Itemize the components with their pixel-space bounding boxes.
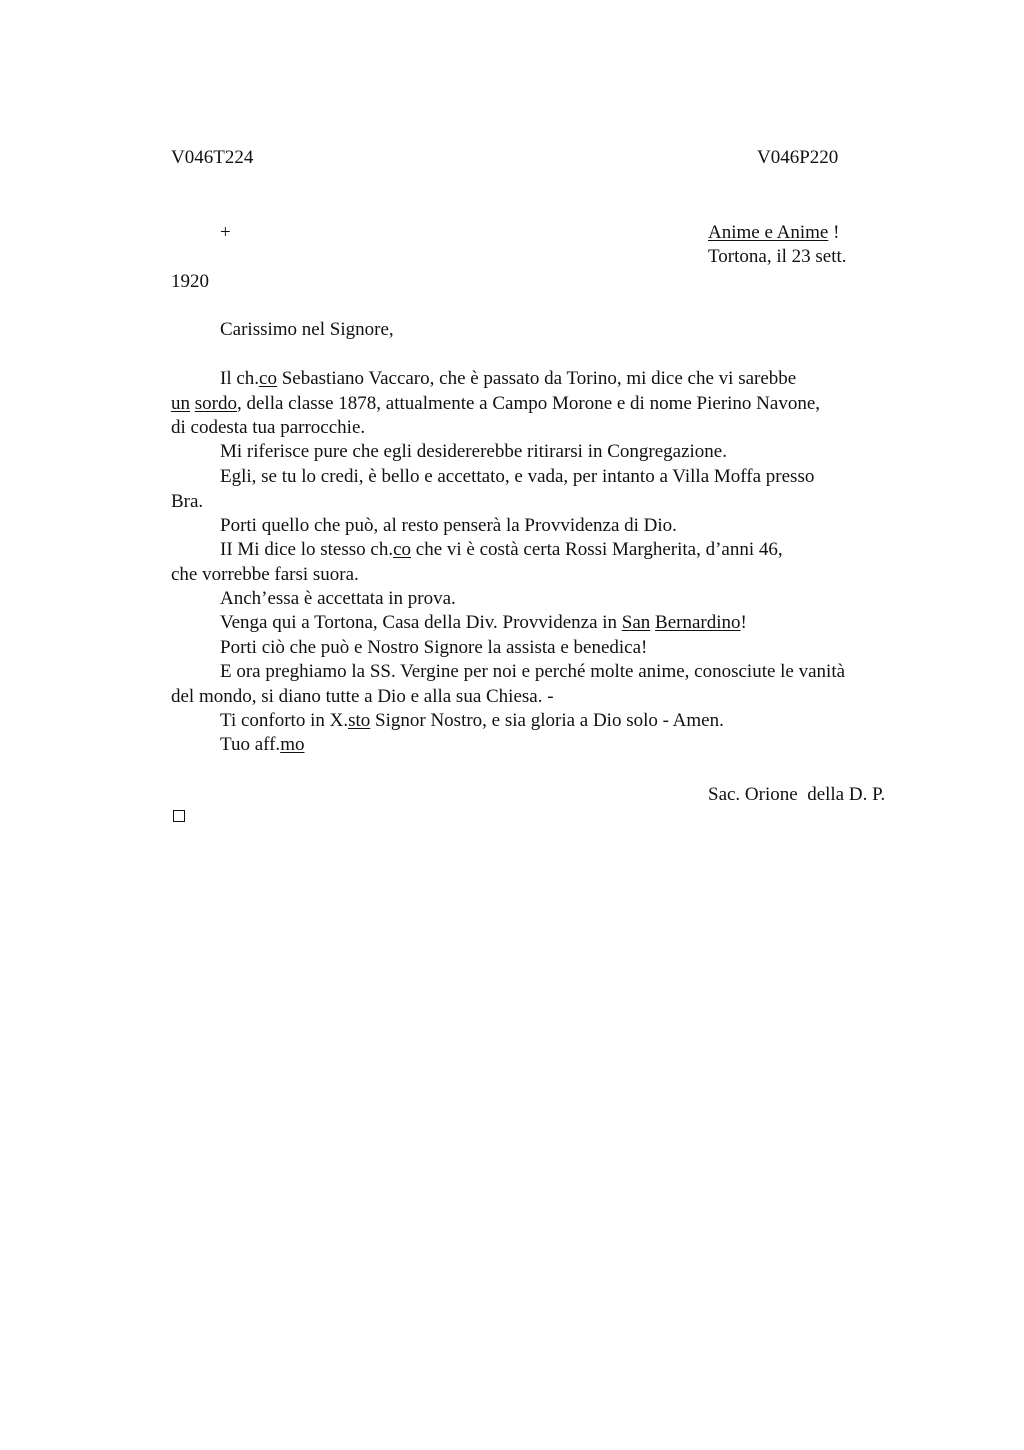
- empty-box-icon: [173, 810, 185, 822]
- text-run: Tuo aff.: [220, 734, 281, 755]
- body-line: che vorrebbe farsi suora.: [171, 564, 359, 585]
- underlined-word: Bernardino: [655, 612, 741, 633]
- text-run: II Mi dice lo stesso ch.: [220, 539, 394, 560]
- place-date: Tortona, il 23 sett.: [708, 246, 847, 267]
- body-line: Mi riferisce pure che egli desidererebbe ritirarsi in Congregazione.: [220, 441, 727, 462]
- text-run: , della classe 1878, attualmente a Campo Morone e di nome Pierino Navone,: [236, 393, 821, 414]
- body-line: [220, 538, 783, 562]
- body-line: E ora preghiamo la SS. Vergine per noi e perché molte anime, conosciute le vanità: [220, 661, 846, 682]
- text-run: che vi è costà certa Rossi Margherita, d’anni 46,: [411, 539, 783, 560]
- underlined-abbrev: co: [259, 368, 277, 389]
- motto: [708, 221, 839, 245]
- body-line: Porti quello che può, al resto penserà la Provvidenza di Dio.: [220, 515, 677, 536]
- motto-text: Anime e Anime: [708, 222, 829, 243]
- underlined-word: un: [171, 393, 190, 414]
- underlined-abbrev: mo: [280, 734, 305, 755]
- body-line: Egli, se tu lo credi, è bello e accettato, e vada, per intanto a Villa Moffa presso: [220, 466, 815, 487]
- body-line: Bra.: [171, 491, 204, 512]
- underlined-word: sordo: [194, 393, 237, 414]
- signature: Sac. Orione della D. P.: [708, 784, 886, 805]
- text-run: Venga qui a Tortona, Casa della Div. Provvidenza in: [220, 612, 622, 633]
- body-line: Anch’essa è accettata in prova.: [220, 588, 456, 609]
- body-line: del mondo, si diano tutte a Dio e alla sua Chiesa. -: [171, 686, 554, 707]
- body-line: [171, 392, 820, 416]
- text-run: Il ch.: [220, 368, 260, 389]
- body-line: di codesta tua parrocchie.: [171, 417, 366, 438]
- closing: [220, 733, 304, 757]
- body-line: [220, 367, 796, 391]
- underlined-word: San: [621, 612, 651, 633]
- motto-suffix: !: [828, 222, 840, 243]
- text-run: Ti conforto in X.: [220, 710, 349, 731]
- document-code-right: V046P220: [757, 147, 839, 168]
- cross-symbol: +: [220, 222, 231, 243]
- year: 1920: [171, 271, 209, 292]
- body-line: [220, 611, 747, 635]
- body-line: [220, 709, 724, 733]
- text-run: Sebastiano Vaccaro, che è passato da Torino, mi dice che vi sarebbe: [276, 368, 797, 389]
- underlined-abbrev: co: [393, 539, 412, 560]
- salutation: Carissimo nel Signore,: [220, 319, 394, 340]
- text-run: !: [740, 612, 747, 633]
- body-line: Porti ciò che può e Nostro Signore la assista e benedica!: [220, 637, 648, 658]
- underlined-abbrev: sto: [348, 710, 371, 731]
- document-code-left: V046T224: [171, 147, 254, 168]
- text-run: Signor Nostro, e sia gloria a Dio solo - Amen.: [370, 710, 724, 731]
